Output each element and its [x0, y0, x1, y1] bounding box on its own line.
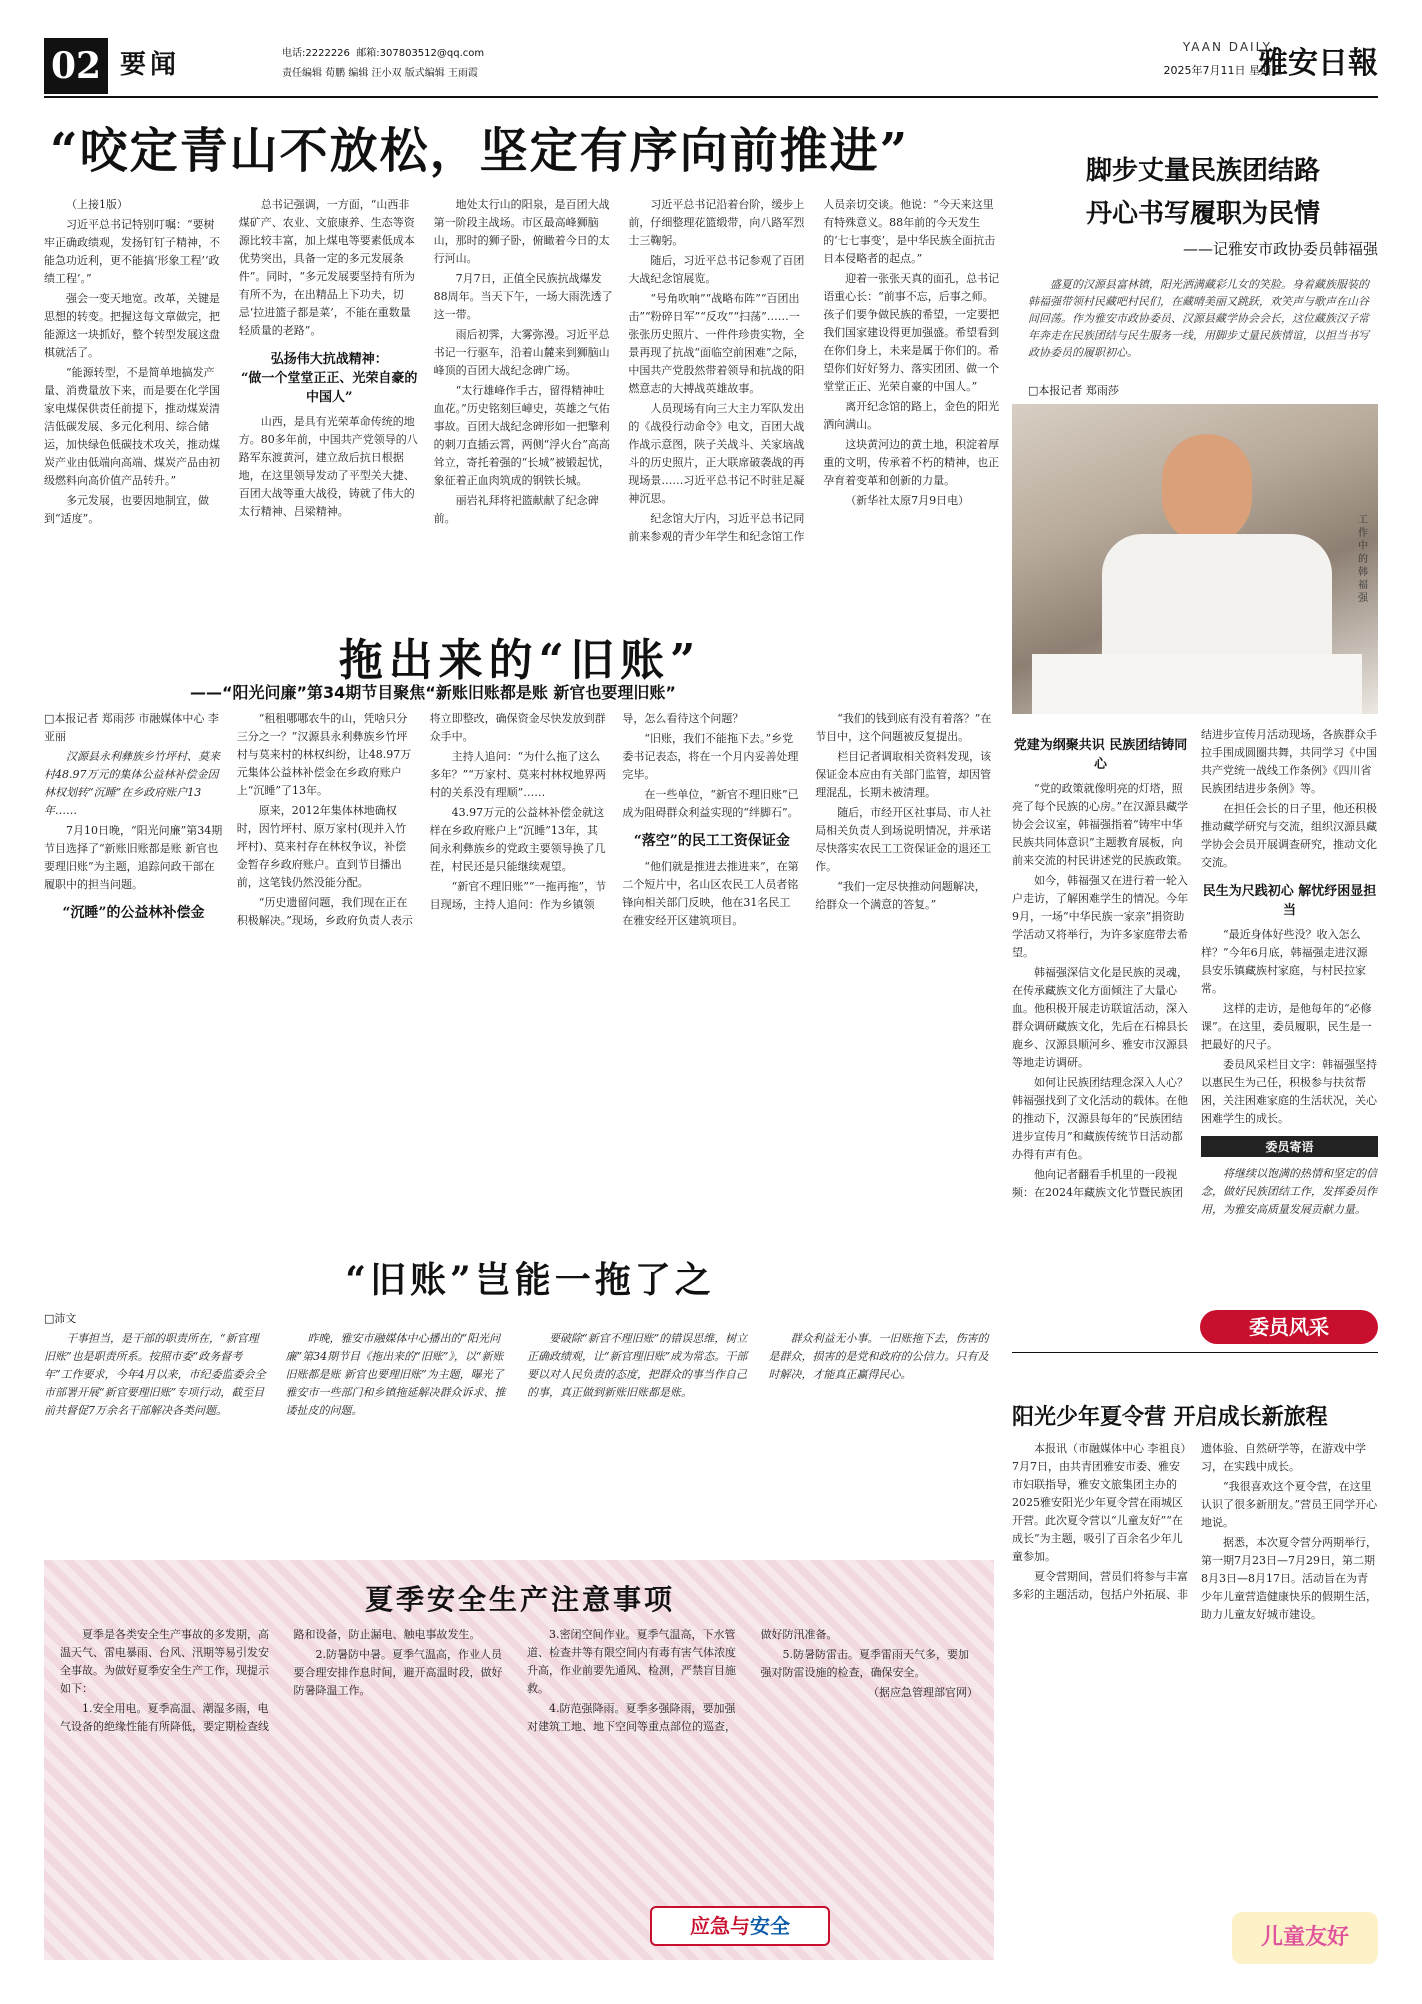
paragraph: 他向记者翻看手机里的一段视频：在2024年藏族文化节暨民族团结进步宣传月活动现场，各族群众手拉手围成圆圈共舞，共同学习《中国共产党统一战线工作条例》《四川省民族团结进步条例》等。: [1012, 728, 1377, 1199]
paragraph: 随后，市经开区社事局、市人社局相关负责人到场说明情况，并承诺尽快落实农民工工资保证金的退还工作。: [815, 806, 992, 873]
feature-title: 脚步丈量民族团结路 丹心书写履职为民情 ——记雅安市政协委员韩福强: [1085, 156, 1378, 258]
paragraph: “能源转型，不是简单地搞发产量、消费量放下来，而是要在化学国家电煤保供责任前提下，推动煤炭清洁低碳发展、多元化利用、综合储运，加快绿色低碳技术攻关，推动煤炭产业由低端向高端、煤炭产品由初级燃料向高价值产品转升。”: [44, 366, 220, 487]
section-title: 要闻: [120, 50, 181, 80]
safety-badge: [650, 1906, 830, 1946]
child-friendly-badge: 儿童友好: [1232, 1912, 1378, 1964]
paragraph: 43.97万元的公益林补偿金就这样在乡政府账户上“沉睡”13年，其间永利彝族乡的党政主要领导换了几茬，村民还是只能继续观望。: [429, 806, 606, 873]
main-article: [44, 196, 1004, 576]
paragraph: 纪念馆大厅内，习近平总书记同前来参观的青少年学生和纪念馆工作人员亲切交谈。他说：“今天来这里有特殊意义。88年前的今天发生的‘七七事变’，是中华民族全面抗击日本侵略者的起点。”: [628, 198, 996, 543]
paragraph: 干事担当，是干部的职责所在，“新官理旧账”也是职责所系。按照市委“政务督考年”工作要求，今年4月以来，市纪委监委会全市部署开展“新官要理旧账”专项行动，截至目前共督促7万余名干部解决各类问题。: [44, 1332, 266, 1417]
feature2-title: 拖出来的“旧账”: [338, 635, 702, 686]
paragraph: 7月7日，正值全民族抗战爆发88周年。当天下午，一场大雨洗透了这一带。: [433, 272, 613, 321]
paragraph: 群众利益无小事。一旧账拖下去，伤害的是群众，损害的是党和政府的公信力。只有及时解决，才能真正赢得民心。: [768, 1332, 989, 1381]
paper-logo: 雅安日報: [1258, 46, 1378, 81]
editors: 责任编辑 荀鹏 编辑 汪小双 版式编辑 王雨霞: [282, 68, 478, 79]
paragraph: 习近平总书记特别叮嘱：“要树牢正确政绩观，发扬钉钉子精神，不能急功近利，更不能搞‘形象工程’‘政绩工程’。”: [44, 218, 220, 285]
paper-en-name: YAAN DAILY: [1182, 40, 1272, 54]
paragraph: “租租哪哪农牛的山，凭啥只分三分之一？”汉源县永利彝族乡竹坪村与莫来村的林权纠纷，让48.97万元集体公益林补偿金在乡政府账户上“沉睡”了13年。: [236, 712, 412, 797]
paragraph: 4.防范强降雨。夏季多强降雨，要加强对建筑工地、地下空间等重点部位的巡查，做好防汛准备。: [527, 1628, 838, 1733]
paragraph: 夏令营期间，营员们将参与丰富多彩的主题活动，包括户外拓展、非遗体验、自然研学等，在游戏中学习，在实践中成长。: [1012, 1442, 1366, 1601]
paragraph: 在一些单位，“新官不理旧账”已成为阻碍群众利益实现的“绊脚石”。: [622, 788, 799, 819]
paragraph: 5.防暑防雷击。夏季雷雨天气多，要加强对防雷设施的检查，确保安全。: [760, 1648, 969, 1679]
subheading: 弘扬伟大抗战精神： “做一个堂堂正正、光荣自豪的中国人”: [240, 352, 418, 405]
feature-body: [1012, 726, 1378, 1306]
paragraph: 这块黄河边的黄土地，积淀着厚重的文明，传承着不朽的精神，也正孕育着变革和创新的力量。: [823, 438, 1000, 487]
issue-date: 2025年7月11日 星期五: [1163, 64, 1282, 77]
column-badge: 委员风采: [1200, 1310, 1378, 1344]
feature-subhead-3: 委员寄语: [1201, 1136, 1378, 1157]
paragraph: 主持人追问：“为什么拖了这么多年？”“万家村、莫来村林权地界两村的关系没有理顺”……: [429, 750, 606, 799]
paragraph: 多元发展，也要因地制宜，做到“适度”。: [44, 494, 209, 525]
main-headline: “咬定青山不放松，坚定有序向前推进”: [50, 123, 910, 179]
editorial-title: “旧账”岂能一拖了之: [345, 1259, 715, 1301]
camp-body: [1012, 1440, 1378, 1900]
paragraph: 将继续以饱满的热情和坚定的信念，做好民族团结工作，发挥委员作用，为雅安高质量发展贡献力量。: [1201, 1167, 1377, 1216]
email: 邮箱:307803512@qq.com: [356, 48, 485, 59]
photo-caption: 工作中的韩福强: [1358, 515, 1368, 604]
paragraph: 如何让民族团结理念深入人心？韩福强找到了文化活动的载体。在他的推动下，汉源县每年的“民族团结进步宣传月”和藏族传统节日活动都办得有声有色。: [1012, 1076, 1188, 1161]
paragraph: “我们的钱到底有没有着落？”在节目中，这个问题被反复提出。: [815, 712, 992, 743]
paragraph: （新华社太原7月9日电）: [845, 494, 970, 507]
phone: 电话:2222226: [282, 48, 350, 59]
desk: [1032, 654, 1362, 714]
paragraph: “太行雄峰作手古，留得精神吐血花。”历史铭刻巨嶂史，英雄之气佑事故。百团大战纪念碑形如一把擎利的刺刀直插云霄，两侧“浮火台”高高耸立，寄托着强的“长城”被锻起忧，象征着正血肉筑成的钢铁长城。: [433, 384, 610, 487]
paragraph: “党的政策就像明亮的灯塔，照亮了每个民族的心房。”在汉源县藏学协会会议室，韩福强指着“铸牢中华民族共同体意识”主题教育展板，向前来交流的村民讲述党的民族政策。: [1012, 782, 1189, 867]
paragraph: 地处太行山的阳泉，是百团大战第一阶段主战场。市区最高峰狮脑山，那时的狮子卧，俯瞰着今日的太行河山。: [433, 198, 610, 265]
badge-left: 应急: [690, 1914, 730, 1938]
paragraph: 要破除“新官不理旧账”的错误思维，树立正确政绩观，让“新官理旧账”成为常态。干部要以对人民负责的态度，把群众的事当作自己的事，真正做到新账旧账都是账。: [527, 1332, 748, 1399]
paragraph: “历史遗留问题，我们现在正在积极解决。”现场，乡政府负责人表示将立即整改，确保资金尽快发放到群众手中。: [236, 712, 606, 927]
paragraph: （上接1版）: [66, 198, 128, 211]
paragraph: 离开纪念馆的路上，金色的阳光洒向满山。: [823, 400, 1000, 431]
paragraph: 山西，是具有光荣革命传统的地方。80多年前，中国共产党领导的八路军东渡黄河，建立敌后抗日根据地，在这里领导发动了平型关大捷、百团大战等重大战役，铸就了伟大的太行精神、吕梁精神。: [238, 415, 418, 518]
feature-intro: 盛夏的汉源县富林镇，阳光洒满藏彩儿女的笑脸。身着藏族服装的韩福强带领村民藏吧村民们，在藏晴美丽又跳跃，欢笑声与歌声在山谷间回荡。作为雅安市政协委员、汉源县藏学协会会长，这位藏族汉子常年奔走在民族团结与民生服务一线，用脚步丈量民族情谊，以担当书写政协委员的履职初心。: [1028, 278, 1369, 359]
contact-info: [282, 44, 484, 59]
source: （据应急管理部官网）: [868, 1686, 978, 1699]
paragraph: 据悉，本次夏令营分两期举行，第一期7月23日—7月29日，第二期8月3日—8月17日。活动旨在为青少年儿童营造健康快乐的假期生活，助力儿童友好城市建设。: [1201, 1536, 1377, 1621]
safety-body: [60, 1626, 978, 1896]
paragraph: 2.防暑防中暑。夏季气温高，作业人员要合理安排作息时间，避开高温时段，做好防暑降温工作。: [293, 1648, 503, 1697]
paragraph: 强会一变天地宽。改革，关键是思想的转变。把握这每文章做完，把能源这一块抓好，整个转型发展这盘棋就活了。: [44, 292, 220, 359]
lead: 汉源县永利彝族乡竹坪村、莫来村48.97万元的集体公益林补偿金因林权划转“沉睡”在乡政府账户13年……: [44, 750, 220, 817]
paragraph: 原来，2012年集体林地确权时，因竹坪村、原万家村(现并入竹坪村)、莫来村存在林权争议，补偿金暂存乡政府账户。直到节目播出前，这笔钱仍然没能分配。: [236, 804, 407, 889]
paragraph: 人员现场有向三大主力军队发出的《战役行动命令》电文，百团大战作战示意图，陕子关战斗、关家垴战斗的历史照片，正大联席破袭战的再现场景……习近平总书记不时驻足凝神沉思。: [628, 402, 805, 505]
paragraph: 迎着一张张天真的面孔，总书记语重心长：“前事不忘，后事之师。孩子们要争做民族的希望，一定要把我们国家建设得更加强盛。希望看到在你们身上，未来是属于你们的。希望你们好好努力、落实团团、做一个堂堂正正、光荣自豪的中国人。”: [823, 272, 1000, 393]
feature2-body: [44, 710, 994, 1240]
divider: [1012, 1352, 1378, 1353]
feature2-subtitle: ——“阳光问廉”第34期节目聚焦“新账旧账都是账 新官也要理旧账”: [190, 683, 676, 702]
page-number: 02: [44, 38, 108, 94]
paragraph: “他们就是推进去推进来”，在第二个短片中，名山区农民工人员者铭锋向相关部门反映，他在31名民工在雅安经开区建筑项目。: [622, 860, 799, 927]
header-rule: [44, 96, 1378, 98]
paragraph: 昨晚，雅安市融媒体中心播出的“阳光问廉”第34期节目《拖出来的“旧账”》，以“新账旧账都是账 新官也要理旧账”为主题，曝光了雅安市一些部门和乡镇拖延解决群众诉求、推诿扯皮的问题。: [285, 1332, 506, 1417]
paragraph: 这样的走访，是他每年的“必修课”。在这里，委员履职，民生是一把最好的尺子。: [1201, 1002, 1372, 1051]
paragraph: 丽岩礼拜将祀篮献献了纪念碑前。: [433, 494, 599, 525]
camp-title: 阳光少年夏令营 开启成长新旅程: [1012, 1405, 1328, 1430]
paragraph: 3.密闭空间作业。夏季气温高，下水管道、检查井等有限空间内有毒有害气体浓度升高，作业前要先通风、检测，严禁盲目施救。: [527, 1628, 736, 1695]
paragraph: 雨后初霁，大雾弥漫。习近平总书记一行驱车，沿着山麓来到狮脑山峰顶的百团大战纪念碑广场。: [433, 328, 610, 377]
paragraph: “旧账，我们不能拖下去。”乡党委书记表态，将在一个月内妥善处理完毕。: [622, 732, 799, 781]
feature-subhead-2: 民生为尺践初心 解忧纾困显担当: [1202, 884, 1377, 918]
feature2-subhead-1: “沉睡”的公益林补偿金: [62, 905, 205, 921]
paragraph: 委员风采栏目文字：韩福强坚持以惠民生为己任，积极参与扶贫帮困，关注困难家庭的生活状况，关心困难学生的成长。: [1201, 1058, 1377, 1125]
paragraph: 栏目记者调取相关资料发现，该保证金本应由有关部门监管，却因管理混乱，长期未被清理。: [815, 750, 992, 799]
feature-subhead-1: 党建为纲聚共识 民族团结铸同心: [1013, 738, 1188, 772]
paragraph: “号角吹响”“战略布阵”“百团出击”“粉碎日军”“反攻”“扫荡”……一张张历史照片、一件件珍贵实物，全景再现了抗战“面临空前困难”之际，中国共产党殷然带着领导和抗战的阳燃意志的大搏战英雄故事。: [628, 292, 805, 395]
paragraph: “最近身体好些没？收入怎么样？”今年6月底，韩福强走进汉源县安乐镇藏族村家庭，与村民拉家常。: [1201, 928, 1368, 995]
paragraph: 在担任会长的日子里，他还积极推动藏学研究与交流，组织汉源县藏学协会会员开展调查研究，推动文化交流。: [1201, 802, 1377, 869]
paragraph: 如今，韩福强又在进行着一轮入户走访，了解困难学生的情况。今年9月，一场“中华民族一家亲”捐资助学活动又将举行，为许多家庭带去希望。: [1012, 874, 1188, 959]
badge-mid: 与: [730, 1914, 750, 1938]
feature-reporter: □本报记者 郑雨莎: [1028, 384, 1119, 397]
editorial-body: [44, 1330, 994, 1550]
reporter: □本报记者 郑雨莎 市融媒体中心 李亚丽: [44, 712, 219, 743]
paragraph: “我们一定尽快推动问题解决，给群众一个满意的答复。”: [815, 880, 986, 911]
paragraph: 习近平总书记沿着台阶，缓步上前，仔细整理花篮缎带，向八路军烈士三鞠躬。: [628, 198, 805, 247]
paragraph: “我很喜欢这个夏令营，在这里认识了很多新朋友。”营员王同学开心地说。: [1201, 1480, 1378, 1529]
paragraph: 夏季是各类安全生产事故的多发期，高温天气、雷电暴雨、台风、汛期等易引发安全事故。为做好夏季安全生产工作，现提示如下：: [60, 1628, 269, 1695]
person-head: [1162, 434, 1252, 544]
paragraph: 本报讯（市融媒体中心 李祖良）7月7日，由共青团雅安市委、雅安市妇联指导，雅安文旅集团主办的2025雅安阳光少年夏令营在雨城区开营。此次夏令营以“儿童友好”“在成长”为主题，吸引了百余名少年儿童参加。: [1012, 1442, 1186, 1563]
portrait-photo: [1012, 404, 1378, 714]
paragraph: 随后，习近平总书记参观了百团大战纪念馆展览。: [628, 254, 805, 285]
paragraph: 韩福强深信文化是民族的灵魂，在传承藏族文化方面倾注了大量心血。他积极开展走访联谊活动，深入群众调研藏族文化，先后在石棉县长鹿乡、汉源县顺河乡、雅安市汉源县等地走访调研。: [1012, 966, 1188, 1069]
paragraph: “新官不理旧账”“一拖再拖”，节目现场，主持人追问：作为乡镇领导，怎么看待这个问题？: [429, 712, 744, 911]
paragraph: 7月10日晚，“阳光问廉”第34期节目选择了“新账旧账都是账 新官也要理旧账”为主题，追踪问政干部在履职中的担当问题。: [44, 824, 223, 891]
editorial-author: □沛文: [44, 1312, 77, 1325]
paragraph: 1.安全用电。夏季高温、潮湿多雨，电气设备的绝缘性能有所降低，要定期检查线路和设备，防止漏电、触电事故发生。: [60, 1628, 481, 1733]
paragraph: 总书记强调，一方面，“山西非煤矿产、农业、文旅康养、生态等资源比较丰富，加上煤电等要素低成本优势突出，具备一定的多元发展条件”。同时，“多元发展要坚持有所为有所不为，在出精品上下功夫，切忌‘拉进篮子都是菜’，不能在重数量轻质量的老路”。: [238, 198, 416, 337]
badge-right: 安全: [750, 1914, 790, 1938]
safety-title: 夏季安全生产注意事项: [364, 1583, 675, 1616]
feature2-subhead-2: “落空”的民工工资保证金: [633, 833, 790, 849]
